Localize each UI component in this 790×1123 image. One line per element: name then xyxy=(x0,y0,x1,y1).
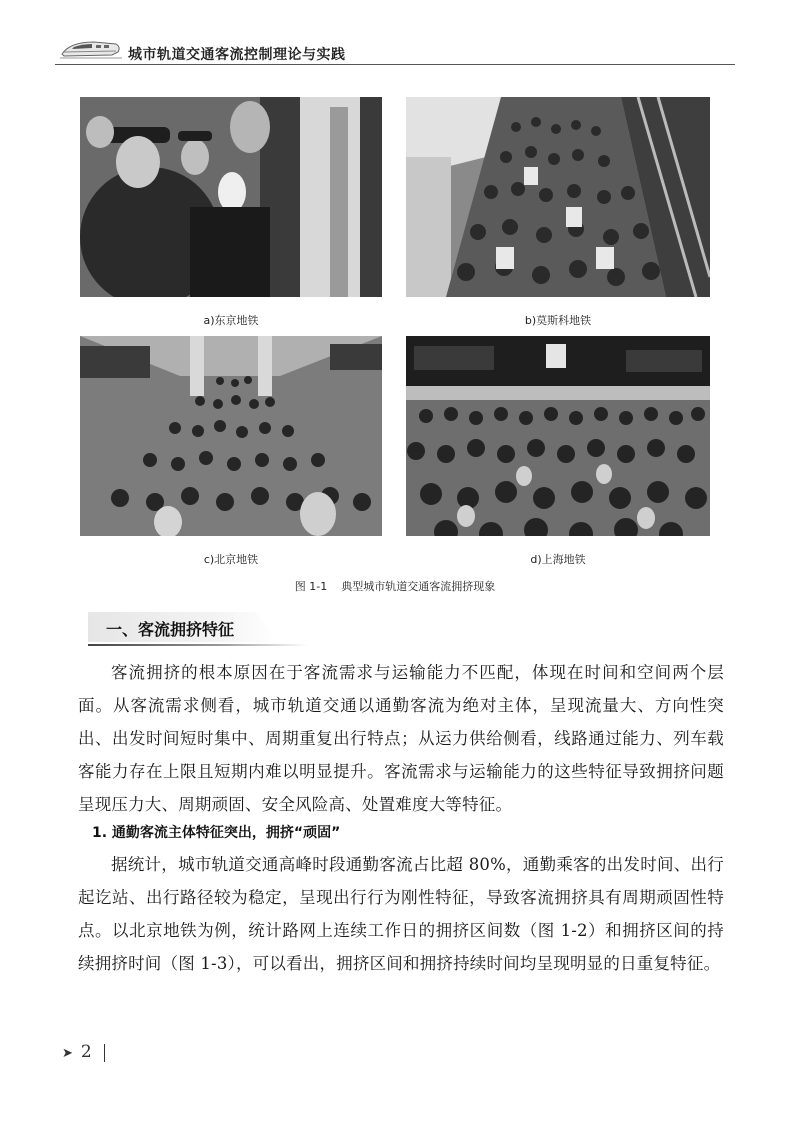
photo-moscow-subway xyxy=(406,97,710,297)
photo-shanghai-image xyxy=(406,336,710,536)
body-paragraph-2: 据统计，城市轨道交通高峰时段通勤客流占比超 80%，通勤乘客的出发时间、出行起讫站、出行路径较为稳定，呈现出行行为刚性特征，导致客流拥挤具有周期顽固性特点。以北京地铁为例，统计路网上连续工作日的拥挤区间数（图 1-2）和拥挤区间的持续拥挤时间（图 1-3），可以看出，拥挤区间和拥挤持续时间均呈现明显的日重复特征。 xyxy=(78,855,724,973)
book-title: 城市轨道交通客流控制理论与实践 xyxy=(128,47,346,63)
panel-d-caption: d)上海地铁 xyxy=(530,553,586,566)
photo-beijing-image xyxy=(80,336,382,536)
header-rule xyxy=(55,64,735,65)
running-header xyxy=(0,0,790,78)
page-number: 2 xyxy=(80,1042,92,1062)
section-heading-underline xyxy=(88,644,308,646)
page-arrow-icon: ➤ xyxy=(62,1046,73,1061)
subsection-title: 1. 通勤客流主体特征突出，拥挤“顽固” xyxy=(92,825,341,841)
figure-number: 图 1-1 xyxy=(294,580,328,593)
photo-beijing-subway xyxy=(80,336,382,536)
photo-tokyo-subway xyxy=(80,97,382,297)
section-title: 一、客流拥挤特征 xyxy=(106,620,235,639)
figure-caption xyxy=(0,578,790,594)
section-heading xyxy=(88,612,278,650)
page-footer xyxy=(62,1042,105,1062)
photo-moscow-image xyxy=(406,97,710,297)
photo-shanghai-subway xyxy=(406,336,710,536)
photo-tokyo-image xyxy=(80,97,382,297)
panel-c-caption: c)北京地铁 xyxy=(203,553,259,566)
bullet-train-icon xyxy=(60,38,122,60)
footer-divider xyxy=(104,1044,105,1062)
panel-a-caption: a)东京地铁 xyxy=(203,314,259,327)
figure-caption-text: 典型城市轨道交通客流拥挤现象 xyxy=(341,580,496,593)
body-paragraph-1: 客流拥挤的根本原因在于客流需求与运输能力不匹配，体现在时间和空间两个层面。从客流需求侧看，城市轨道交通以通勤客流为绝对主体，呈现流量大、方向性突出、出发时间短时集中、周期重复出行特点；从运力供给侧看，线路通过能力、列车载客能力存在上限且短期内难以明显提升。客流需求与运输能力的这些特征导致拥挤问题呈现压力大、周期顽固、安全风险高、处置难度大等特征。 xyxy=(78,663,724,814)
panel-b-caption: b)莫斯科地铁 xyxy=(524,314,592,327)
